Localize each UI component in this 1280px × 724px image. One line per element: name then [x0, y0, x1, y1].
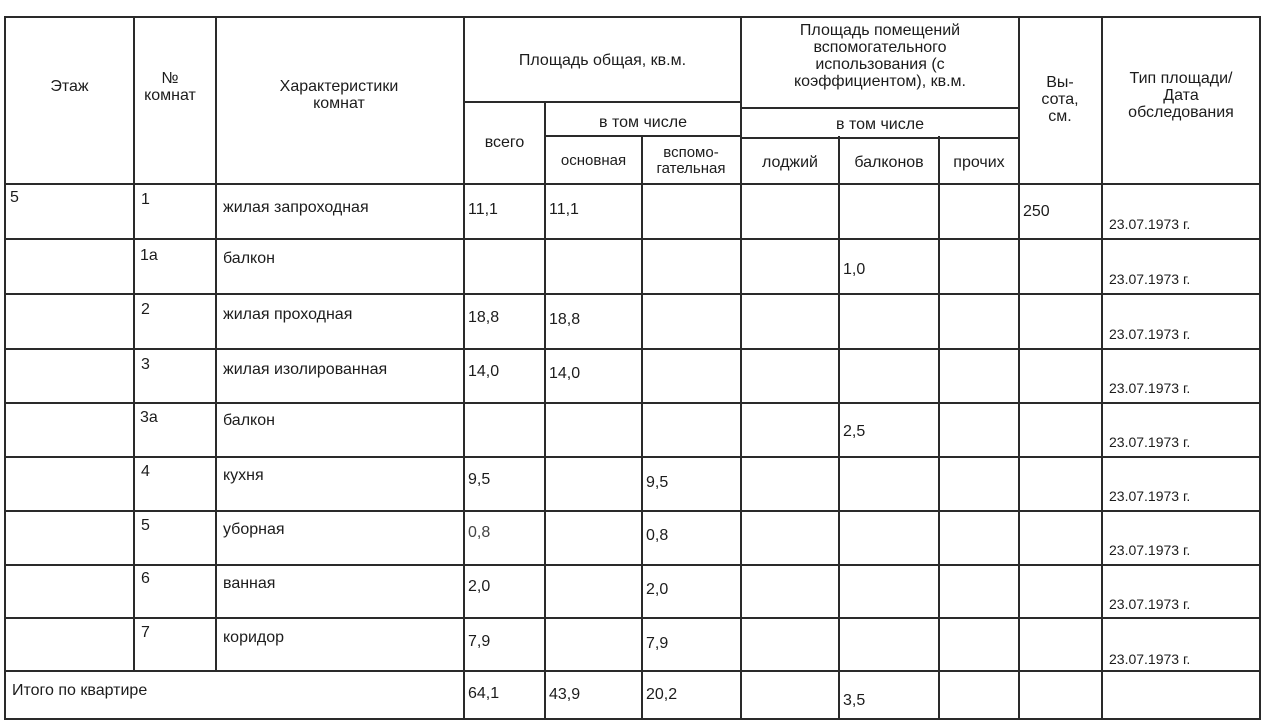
- row-1-floor: 5: [10, 189, 19, 206]
- header-total-all: всего: [484, 134, 525, 151]
- row-8-date: 23.07.1973 г.: [1109, 596, 1191, 612]
- totals-label: Итого по квартире: [12, 682, 148, 699]
- table-border: [4, 718, 1261, 720]
- row-divider: [4, 510, 1261, 512]
- header-balconies: балконов: [854, 154, 924, 171]
- header-type-date: Тип площади/ Дата обследования: [1128, 70, 1234, 121]
- totals-aux: 20,2: [646, 686, 678, 703]
- row-4-room-name: жилая изолированная: [223, 361, 388, 378]
- column-divider: [938, 136, 940, 720]
- totals-balcony: 3,5: [843, 692, 866, 709]
- row-4-total: 14,0: [468, 363, 500, 380]
- column-divider: [133, 16, 135, 670]
- header-divider: [544, 135, 742, 137]
- row-divider: [4, 564, 1261, 566]
- row-6-total: 9,5: [468, 471, 491, 488]
- header-aux-rooms-area: Площадь помещений вспомогательного использования (с коэффициентом), кв.м.: [794, 22, 966, 90]
- totals-main: 43,9: [549, 686, 581, 703]
- row-3-total: 18,8: [468, 309, 500, 326]
- header-divider: [463, 101, 742, 103]
- row-1-date: 23.07.1973 г.: [1109, 216, 1191, 232]
- header-other: прочих: [953, 154, 1005, 171]
- column-divider: [215, 16, 217, 670]
- column-divider: [544, 102, 546, 720]
- row-divider: [4, 183, 1261, 185]
- row-divider: [4, 238, 1261, 240]
- row-divider: [4, 456, 1261, 458]
- row-4-date: 23.07.1973 г.: [1109, 380, 1191, 396]
- row-3-room-number: 2: [141, 301, 150, 318]
- column-divider: [1101, 16, 1103, 720]
- header-loggias: лоджий: [762, 154, 818, 171]
- header-main-area: основная: [560, 152, 627, 169]
- row-3-main: 18,8: [549, 311, 581, 328]
- row-divider: [4, 617, 1261, 619]
- header-including-2: в том числе: [836, 116, 924, 133]
- header-room-characteristics: Характеристики комнат: [279, 78, 399, 112]
- table-border: [1259, 16, 1261, 720]
- header-divider: [740, 137, 1020, 139]
- row-1-room-name: жилая запроходная: [223, 199, 369, 216]
- row-3-room-name: жилая проходная: [223, 306, 353, 323]
- row-6-room-name: кухня: [223, 467, 264, 484]
- row-8-aux: 2,0: [646, 581, 669, 598]
- row-divider: [4, 348, 1261, 350]
- header-room-number: № комнат: [144, 70, 196, 104]
- row-1-total: 11,1: [468, 201, 498, 218]
- table-border: [4, 16, 6, 720]
- column-divider: [838, 136, 840, 720]
- row-8-total: 2,0: [468, 578, 491, 595]
- row-6-room-number: 4: [141, 463, 150, 480]
- column-divider: [1018, 16, 1020, 720]
- column-divider: [463, 16, 465, 720]
- row-9-room-number: 7: [141, 624, 150, 641]
- header-divider: [740, 107, 1020, 109]
- row-8-room-name: ванная: [223, 575, 276, 592]
- row-5-room-name: балкон: [223, 412, 275, 429]
- row-divider: [4, 293, 1261, 295]
- header-including: в том числе: [599, 114, 687, 131]
- row-2-date: 23.07.1973 г.: [1109, 271, 1191, 287]
- row-7-room-number: 5: [141, 517, 150, 534]
- row-3-date: 23.07.1973 г.: [1109, 326, 1191, 342]
- row-2-room-name: балкон: [223, 250, 275, 267]
- totals-total: 64,1: [468, 685, 500, 702]
- row-9-aux: 7,9: [646, 635, 669, 652]
- row-4-main: 14,0: [549, 365, 581, 382]
- table-border: [4, 16, 1261, 18]
- header-auxiliary-area: вспомо-гательная: [656, 144, 726, 177]
- header-height: Вы-сота, см.: [1041, 74, 1079, 125]
- row-1-room-number: 1: [141, 191, 150, 208]
- row-5-room-number: 3а: [140, 409, 158, 426]
- row-5-balcony: 2,5: [843, 423, 866, 440]
- row-7-total: 0,8: [468, 524, 491, 541]
- row-2-balcony: 1,0: [843, 261, 866, 278]
- header-total-area: Площадь общая, кв.м.: [518, 52, 687, 69]
- row-5-date: 23.07.1973 г.: [1109, 434, 1191, 450]
- row-9-total: 7,9: [468, 633, 491, 650]
- row-1-height: 250: [1023, 203, 1050, 220]
- row-divider: [4, 670, 1261, 672]
- column-divider: [641, 136, 643, 720]
- row-6-date: 23.07.1973 г.: [1109, 488, 1191, 504]
- row-8-room-number: 6: [141, 570, 150, 587]
- row-divider: [4, 402, 1261, 404]
- row-9-date: 23.07.1973 г.: [1109, 651, 1191, 667]
- row-6-aux: 9,5: [646, 474, 669, 491]
- row-7-aux: 0,8: [646, 527, 669, 544]
- header-floor: Этаж: [50, 78, 89, 95]
- row-4-room-number: 3: [141, 356, 150, 373]
- row-7-date: 23.07.1973 г.: [1109, 542, 1191, 558]
- row-2-room-number: 1а: [140, 247, 158, 264]
- row-9-room-name: коридор: [223, 629, 285, 646]
- row-7-room-name: уборная: [223, 521, 285, 538]
- row-1-main: 11,1: [549, 201, 579, 218]
